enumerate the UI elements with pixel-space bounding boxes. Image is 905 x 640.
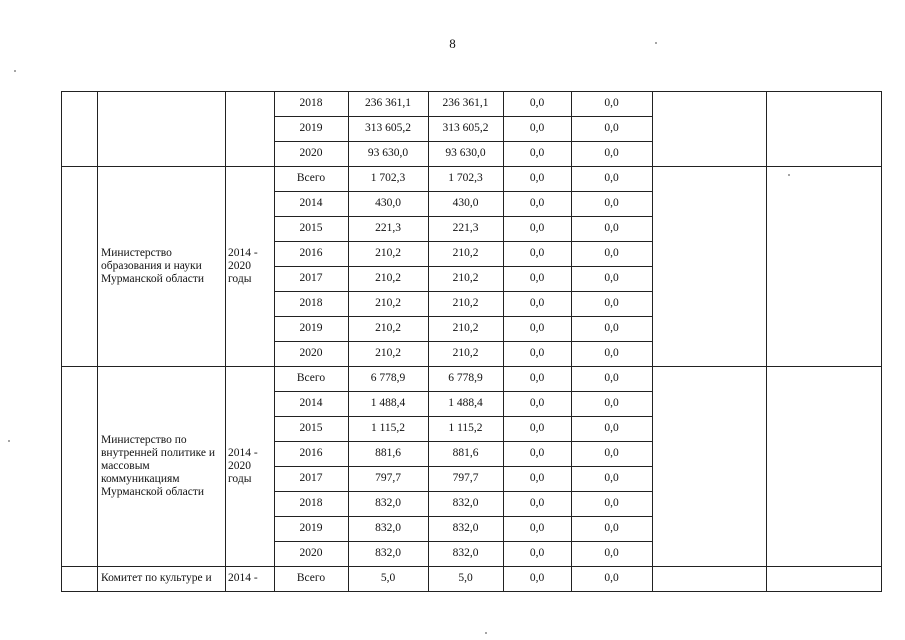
column-rule [225, 91, 226, 592]
federal-budget-cell: 0,0 [529, 422, 545, 434]
page-number: 8 [449, 36, 456, 51]
total-cell: 797,7 [375, 472, 401, 484]
year-cell: Всего [296, 172, 326, 184]
section-rule [61, 166, 882, 167]
other-sources-cell: 0,0 [604, 572, 619, 584]
scan-speck [655, 42, 657, 44]
regional-budget-cell: 832,0 [452, 497, 479, 509]
federal-budget-cell: 0,0 [529, 347, 545, 359]
year-cell: 2019 [299, 522, 323, 534]
federal-budget-cell: 0,0 [529, 247, 545, 259]
year-cell: 2018 [299, 297, 323, 309]
table-row-rule [274, 266, 653, 267]
table-top-rule [61, 91, 882, 92]
other-sources-cell: 0,0 [604, 222, 619, 234]
total-cell: 210,2 [375, 322, 401, 334]
other-sources-cell: 0,0 [604, 122, 619, 134]
year-cell: 2018 [299, 97, 323, 109]
total-cell: 210,2 [375, 272, 401, 284]
other-sources-cell: 0,0 [604, 397, 619, 409]
year-cell: 2017 [299, 472, 323, 484]
year-cell: 2020 [299, 347, 323, 359]
federal-budget-cell: 0,0 [529, 522, 545, 534]
other-sources-cell: 0,0 [604, 322, 619, 334]
table-row-rule [274, 541, 653, 542]
total-cell: 236 361,1 [365, 97, 411, 109]
regional-budget-cell: 221,3 [452, 222, 479, 234]
federal-budget-cell: 0,0 [529, 97, 545, 109]
year-cell: 2015 [299, 222, 323, 234]
column-rule [274, 91, 275, 592]
organization-name: Министерство образования и науки Мурманской области [101, 246, 205, 285]
column-rule [428, 91, 429, 592]
regional-budget-cell: 210,2 [452, 272, 479, 284]
regional-budget-cell: 313 605,2 [442, 122, 489, 134]
table-row-rule [274, 191, 653, 192]
column-rule [652, 91, 653, 592]
other-sources-cell: 0,0 [604, 372, 619, 384]
scan-speck [788, 174, 790, 176]
other-sources-cell: 0,0 [604, 272, 619, 284]
regional-budget-cell: 236 361,1 [442, 97, 489, 109]
federal-budget-cell: 0,0 [529, 572, 545, 584]
year-cell: 2018 [299, 497, 323, 509]
other-sources-cell: 0,0 [604, 497, 619, 509]
column-rule [348, 91, 349, 592]
regional-budget-cell: 832,0 [452, 522, 479, 534]
year-cell: 2020 [299, 547, 323, 559]
federal-budget-cell: 0,0 [529, 322, 545, 334]
table-row-rule [274, 291, 653, 292]
total-cell: 221,3 [375, 222, 401, 234]
regional-budget-cell: 1 115,2 [448, 422, 483, 434]
federal-budget-cell: 0,0 [529, 272, 545, 284]
total-cell: 210,2 [375, 297, 401, 309]
year-cell: 2015 [299, 422, 323, 434]
total-cell: 210,2 [375, 347, 401, 359]
column-rule [881, 91, 882, 592]
regional-budget-cell: 5,0 [458, 572, 473, 584]
other-sources-cell: 0,0 [604, 172, 619, 184]
regional-budget-cell: 881,6 [452, 447, 479, 459]
total-cell: 210,2 [375, 247, 401, 259]
regional-budget-cell: 6 778,9 [448, 372, 483, 384]
federal-budget-cell: 0,0 [529, 372, 545, 384]
total-cell: 313 605,2 [365, 122, 411, 134]
federal-budget-cell: 0,0 [529, 147, 545, 159]
other-sources-cell: 0,0 [604, 347, 619, 359]
year-cell: 2020 [299, 147, 323, 159]
federal-budget-cell: 0,0 [529, 472, 545, 484]
other-sources-cell: 0,0 [604, 472, 619, 484]
table-left-rule [61, 91, 62, 592]
program-period: 2014 - 2020 годы [228, 446, 258, 485]
column-rule [571, 91, 572, 592]
other-sources-cell: 0,0 [604, 297, 619, 309]
other-sources-cell: 0,0 [604, 97, 619, 109]
regional-budget-cell: 430,0 [452, 197, 479, 209]
table-row-rule [274, 216, 653, 217]
total-cell: 1 702,3 [370, 172, 406, 184]
table-row-rule [274, 316, 653, 317]
federal-budget-cell: 0,0 [529, 547, 545, 559]
other-sources-cell: 0,0 [604, 147, 619, 159]
regional-budget-cell: 210,2 [452, 247, 479, 259]
section-rule [61, 566, 882, 567]
total-cell: 1 488,4 [370, 397, 406, 409]
federal-budget-cell: 0,0 [529, 497, 545, 509]
total-cell: 93 630,0 [367, 147, 409, 159]
total-cell: 832,0 [375, 522, 401, 534]
other-sources-cell: 0,0 [604, 197, 619, 209]
table-row-rule [274, 516, 653, 517]
other-sources-cell: 0,0 [604, 447, 619, 459]
scan-speck [485, 632, 487, 634]
total-cell: 881,6 [375, 447, 401, 459]
program-period: 2014 - 2020 годы [228, 246, 258, 285]
column-rule [97, 91, 98, 592]
organization-name: Министерство по внутренней политике и массовым коммуникациям Мурманской области [101, 433, 216, 498]
federal-budget-cell: 0,0 [529, 172, 545, 184]
table-row-rule [274, 491, 653, 492]
regional-budget-cell: 210,2 [452, 347, 479, 359]
total-cell: 5,0 [380, 572, 396, 584]
year-cell: Всего [296, 572, 326, 584]
federal-budget-cell: 0,0 [529, 122, 545, 134]
year-cell: 2014 [299, 197, 323, 209]
regional-budget-cell: 1 702,3 [448, 172, 483, 184]
federal-budget-cell: 0,0 [529, 197, 545, 209]
program-period: 2014 - [228, 572, 258, 584]
regional-budget-cell: 832,0 [452, 547, 479, 559]
other-sources-cell: 0,0 [604, 547, 619, 559]
table-row-rule [274, 391, 653, 392]
total-cell: 1 115,2 [370, 422, 406, 434]
section-rule [61, 591, 882, 592]
organization-name: Комитет по культуре и [101, 572, 212, 584]
table-row-rule [274, 241, 653, 242]
other-sources-cell: 0,0 [604, 422, 619, 434]
year-cell: 2017 [299, 272, 323, 284]
other-sources-cell: 0,0 [604, 522, 619, 534]
total-cell: 6 778,9 [370, 372, 406, 384]
year-cell: Всего [296, 372, 326, 384]
regional-budget-cell: 93 630,0 [445, 147, 486, 159]
scan-speck [8, 440, 10, 442]
regional-budget-cell: 1 488,4 [448, 397, 483, 409]
year-cell: 2016 [299, 247, 323, 259]
federal-budget-cell: 0,0 [529, 222, 545, 234]
column-rule [503, 91, 504, 592]
table-row-rule [274, 141, 653, 142]
scan-speck [14, 70, 16, 72]
year-cell: 2019 [299, 122, 323, 134]
regional-budget-cell: 797,7 [452, 472, 479, 484]
table-row-rule [274, 341, 653, 342]
other-sources-cell: 0,0 [604, 247, 619, 259]
table-row-rule [274, 416, 653, 417]
year-cell: 2016 [299, 447, 323, 459]
year-cell: 2014 [299, 397, 323, 409]
total-cell: 832,0 [375, 547, 401, 559]
federal-budget-cell: 0,0 [529, 447, 545, 459]
total-cell: 430,0 [375, 197, 401, 209]
total-cell: 832,0 [375, 497, 401, 509]
section-rule [61, 366, 882, 367]
table-row-rule [274, 116, 653, 117]
year-cell: 2019 [299, 322, 323, 334]
regional-budget-cell: 210,2 [452, 322, 479, 334]
regional-budget-cell: 210,2 [452, 297, 479, 309]
column-rule [766, 91, 767, 592]
table-row-rule [274, 466, 653, 467]
federal-budget-cell: 0,0 [529, 397, 545, 409]
table-row-rule [274, 441, 653, 442]
federal-budget-cell: 0,0 [529, 297, 545, 309]
budget-table [61, 91, 881, 591]
